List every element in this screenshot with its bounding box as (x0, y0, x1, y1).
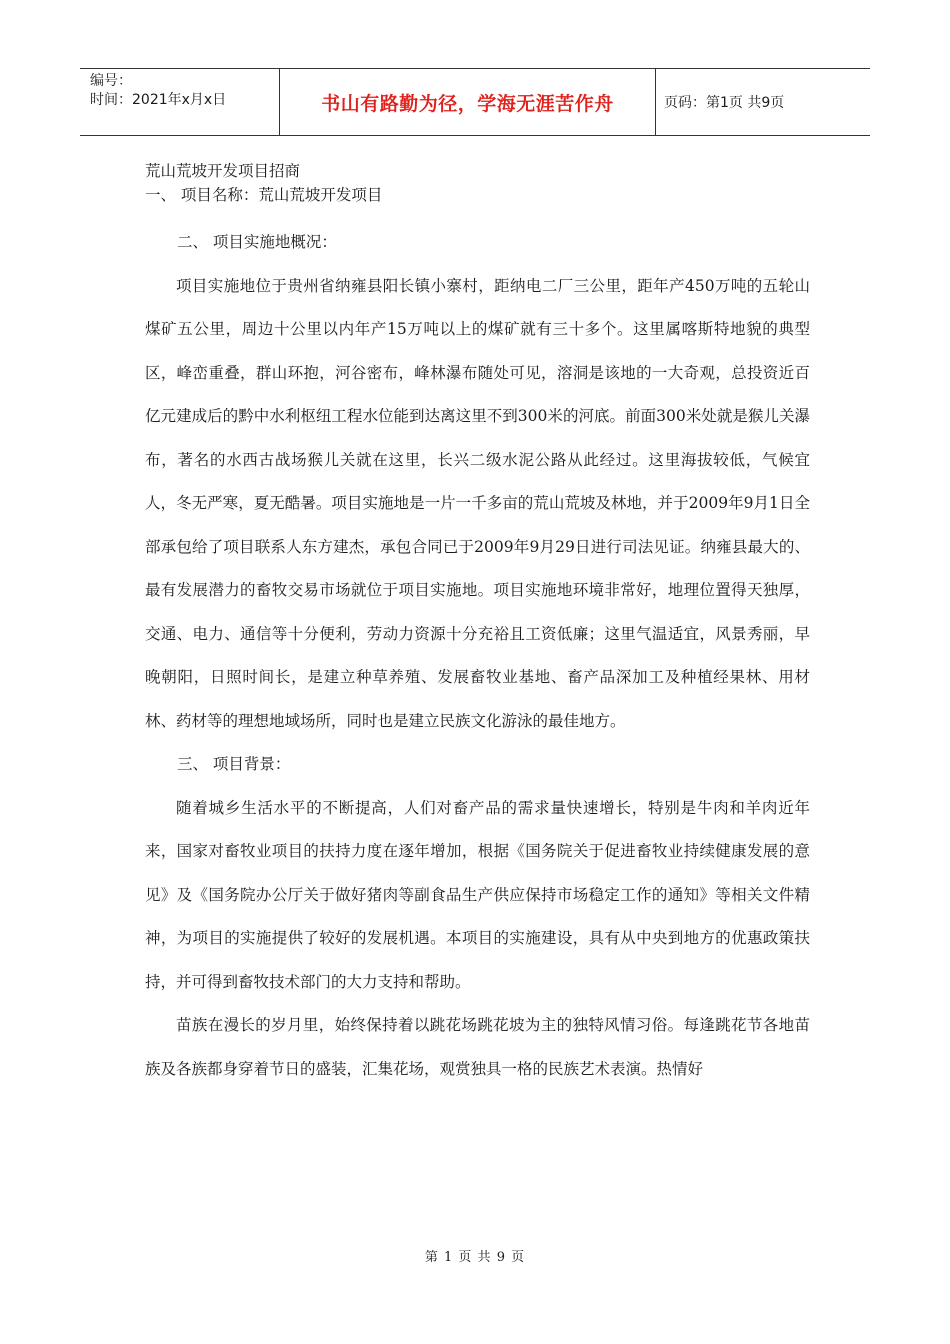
section-heading-2: 二、 项目实施地概况： (177, 233, 337, 251)
paragraph-site-overview: 项目实施地位于贵州省纳雍县阳长镇小寨村，距纳电二厂三公里，距年产450万吨的五轮山煤矿五公里，周边十公里以内年产15万吨以上的煤矿就有三十多个。这里属喀斯特地貌的典型区，峰峦重叠，群山环抱，河谷密布，峰林瀑布随处可见，溶洞是该地的一大奇观，总投资近百亿元建成后的黔中水利枢纽工程水位能到达离这里不到300米的河底。前面300米处就是猴儿关瀑布，著名的水西古战场猴儿关就在这里，长兴二级水泥公路从此经过。这里海拔较低，气候宜人，冬无严寒，夏无酷暑。项目实施地是一片一千多亩的荒山荒坡及林地，并于2009年9月1日全部承包给了项目联系人东方建杰，承包合同已于2009年9月29日进行司法见证。纳雍县最大的、最有发展潜力的畜牧交易市场就位于项目实施地。项目实施地环境非常好，地理位置得天独厚，交通、电力、通信等十分便利，劳动力资源十分充裕且工资低廉；这里气温适宜，风景秀丽，早晚朝阳，日照时间长，是建立种草养殖、发展畜牧业基地、畜产品深加工及种植经果林、用材林、药材等的理想地域场所，同时也是建立民族文化游泳的最佳地方。 (145, 276, 810, 730)
document-header (80, 68, 870, 136)
paragraph-miao-customs: 苗族在漫长的岁月里，始终保持着以跳花场跳花坡为主的独特风情习俗。每逢跳花节各地苗族及各族都身穿着节日的盛装，汇集花场，观赏独具一格的民族艺术表演。热情好 (145, 1016, 810, 1078)
document-body (145, 159, 810, 1091)
page-footer: 第 1 页 共 9 页 (424, 1250, 526, 1265)
document-title: 荒山荒坡开发项目招商 (145, 162, 301, 180)
header-motto: 书山有路勤为径，学海无涯苦作舟 (280, 69, 656, 135)
document-number-label: 编号： (90, 73, 132, 89)
paragraph-background: 随着城乡生活水平的不断提高，人们对畜产品的需求量快速增长，特别是牛肉和羊肉近年来，国家对畜牧业项目的扶持力度在逐年增加，根据《国务院关于促进畜牧业持续健康发展的意见》及《国务院办公厅关于做好猪肉等副食品生产供应保持市场稳定工作的通知》等相关文件精神，为项目的实施提供了较好的发展机遇。本项目的实施建设，具有从中央到地方的优惠政策扶持，并可得到畜牧技术部门的大力支持和帮助。 (145, 798, 810, 991)
document-date-label: 时间：2021年x月x日 (90, 92, 227, 108)
header-page-info: 页码：第1页 共9页 (664, 95, 785, 111)
section-heading-1: 一、 项目名称：荒山荒坡开发项目 (145, 186, 383, 204)
header-meta (80, 69, 280, 135)
section-heading-3: 三、 项目背景： (177, 755, 291, 773)
